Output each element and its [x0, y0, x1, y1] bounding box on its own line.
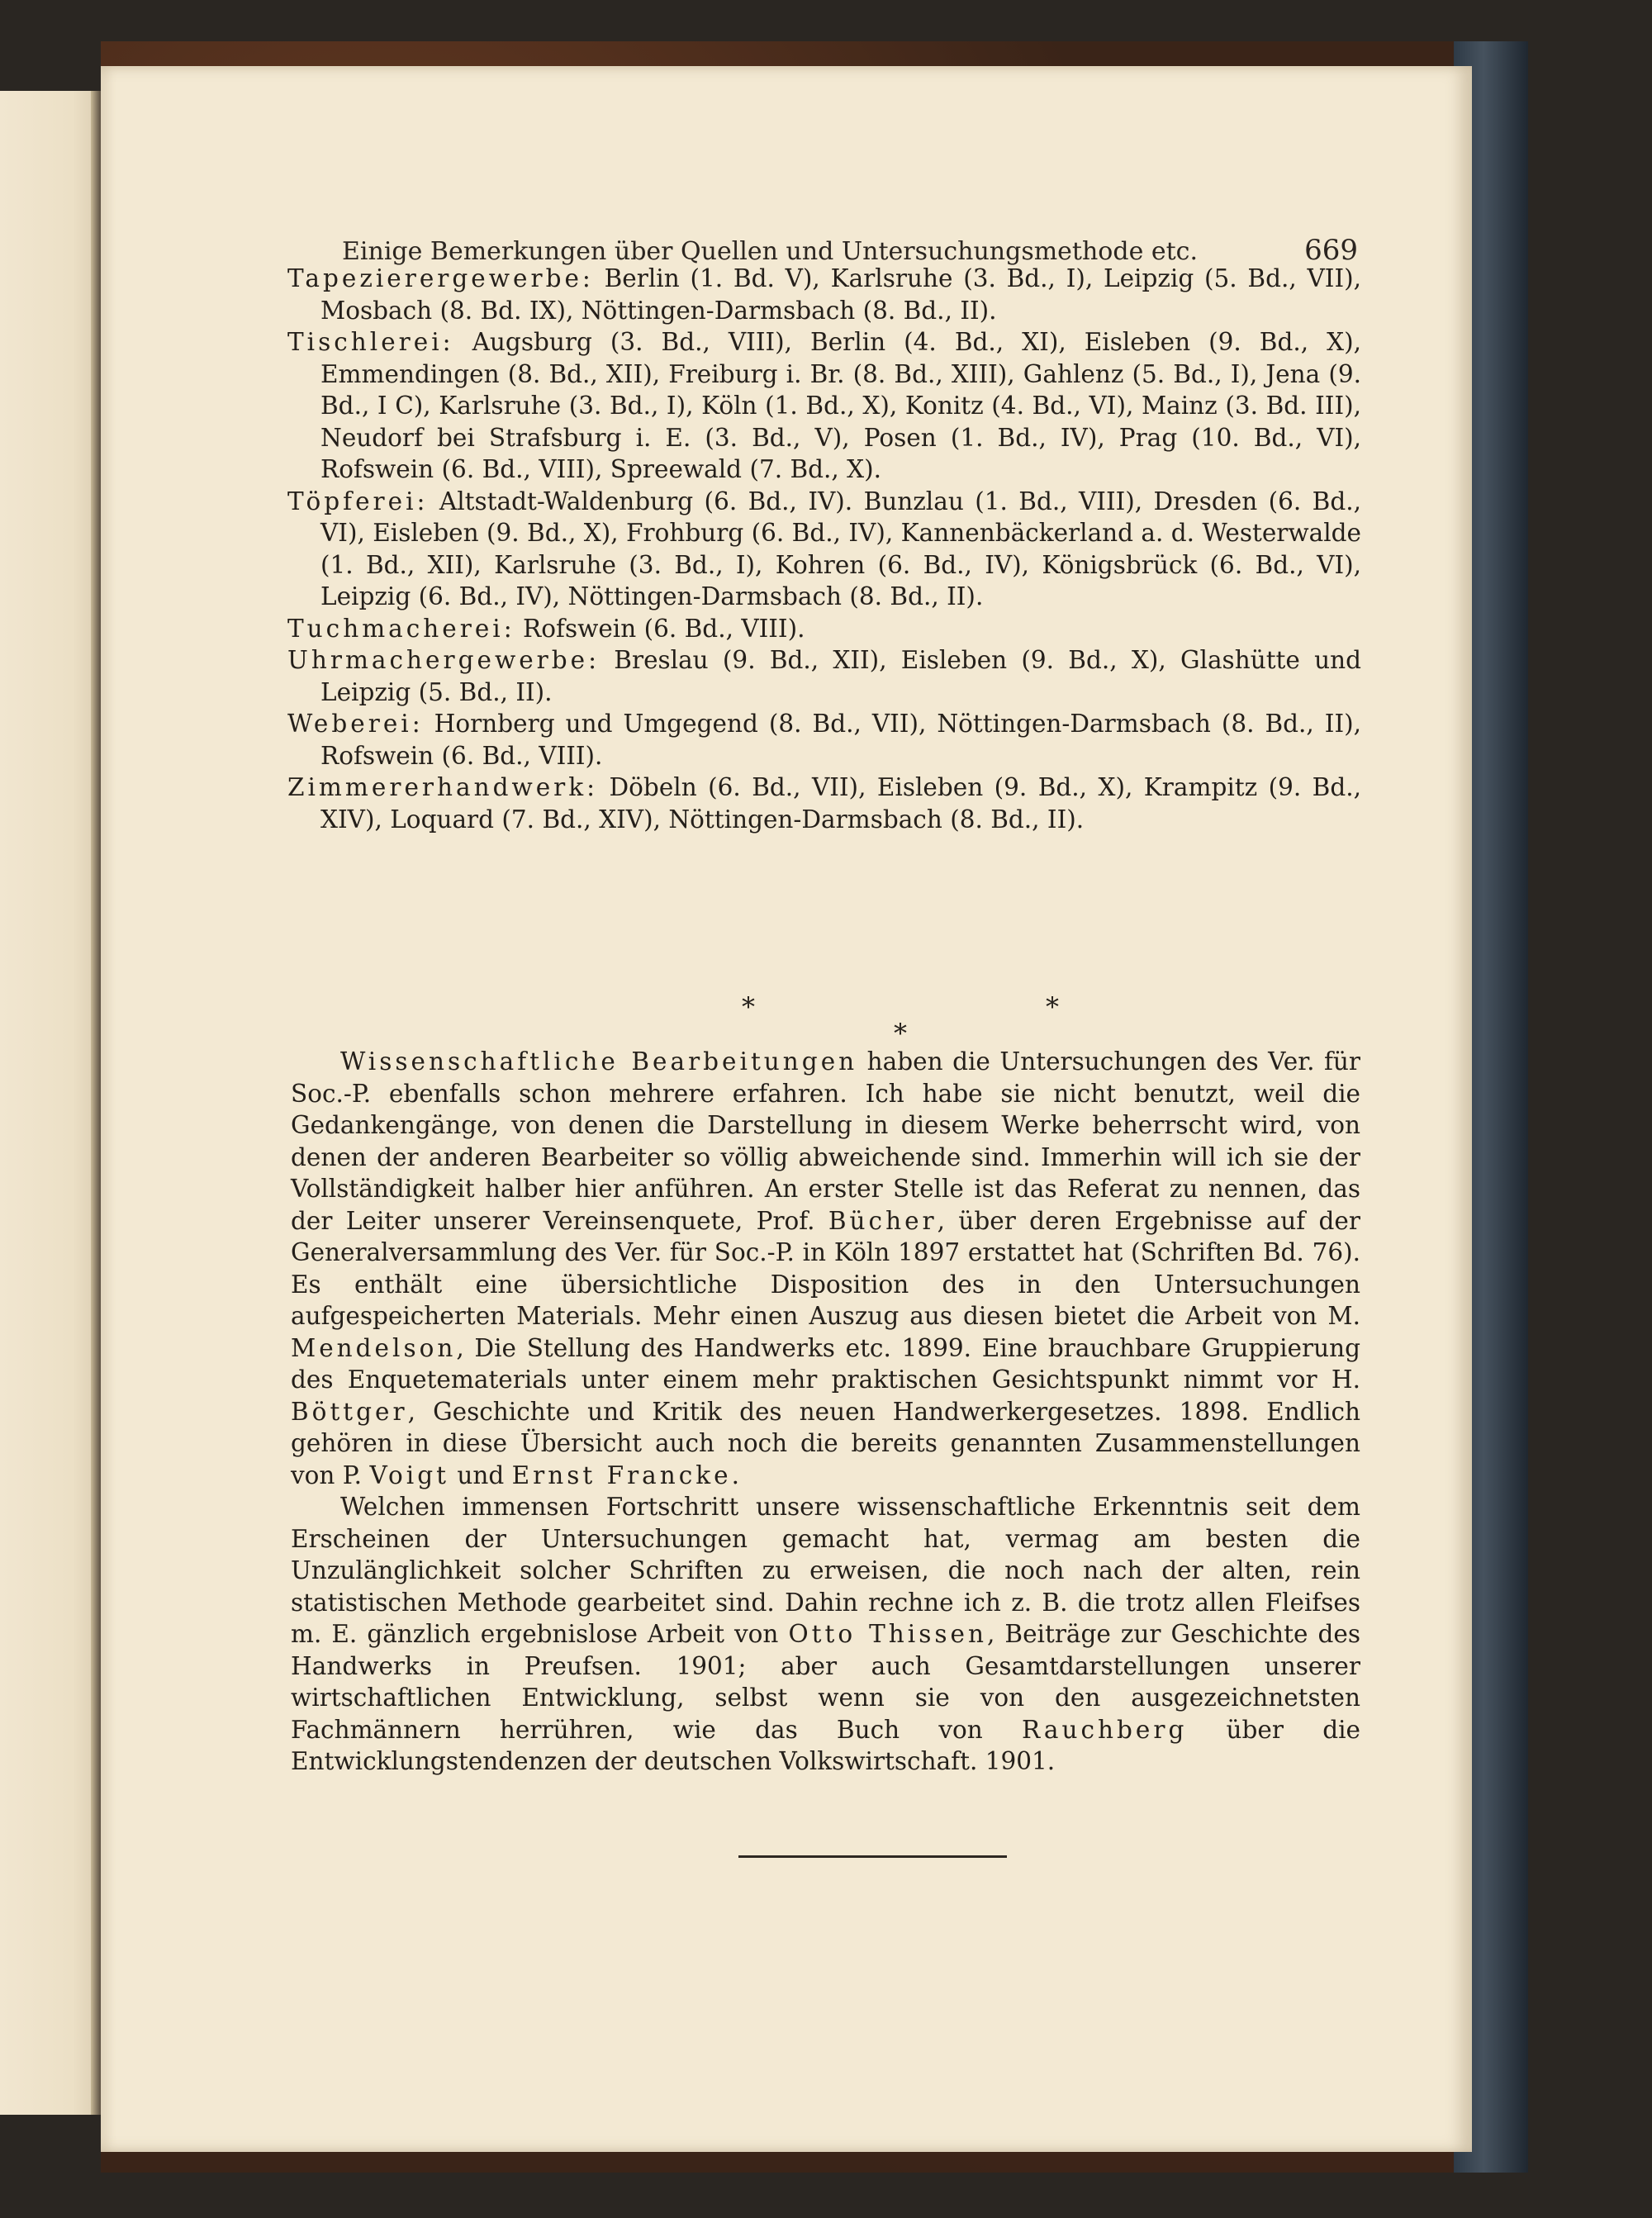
- author-name: Rauchberg: [1022, 1715, 1188, 1744]
- author-name: Voigt: [369, 1460, 449, 1489]
- text-run: .: [731, 1460, 740, 1489]
- index-entry: [287, 326, 1361, 486]
- index-entry: [287, 613, 1361, 645]
- page-number: 669: [1304, 234, 1358, 267]
- trade-name: Uhrmachergewerbe:: [287, 646, 601, 674]
- body-text: [291, 1046, 1360, 1778]
- trade-index: [287, 263, 1361, 835]
- text-run: , über deren Ergebnisse auf der Generalversammlung des Ver. für Soc.-P. in Köln 1897 erstattet hat (Schriften Bd. 76). Es enthält eine übersichtliche Disposition des in den Untersuchungen aufgespeicherten Materials. Mehr einen Auszug aus diesen bietet die Arbeit von M.: [291, 1206, 1360, 1330]
- trade-name: Weberei:: [287, 710, 424, 738]
- paragraph: [291, 1046, 1360, 1491]
- left-page-edge: [0, 91, 103, 2115]
- trade-locations: Altstadt-Waldenburg (6. Bd., IV). Bunzlau (1. Bd., VIII), Dresden (6. Bd., VI), Eisleben (9. Bd., X), Frohburg (6. Bd., IV), Kannenbäckerland a. d. Westerwalde (1. Bd., XII), Karlsruhe (3. Bd., I), Kohren (6. Bd., IV), Königsbrück (6. Bd., VI), Leipzig (6. Bd., IV), Nöttingen-Darmsbach (8. Bd., II).: [320, 487, 1361, 610]
- trade-name: Tischlerei:: [287, 328, 454, 356]
- running-header: [342, 234, 1358, 267]
- index-entry: [287, 644, 1361, 708]
- index-entry: [287, 263, 1361, 326]
- text-run: haben die Untersuchungen des Ver. für Soc.-P. ebenfalls schon mehrere erfahren. Ich habe sie nicht benutzt, weil die Gedankengänge, von denen die Darstellung in diesem Werke beherrscht wird, von denen der anderen Bearbeiter so völlig abweichende sind. Immerhin will ich sie der Vollständigkeit halber hier anführen. An erster Stelle ist das Referat zu nennen, das der Leiter unserer Vereinsenquete, Prof.: [291, 1047, 1360, 1235]
- paragraph: [291, 1491, 1360, 1778]
- text-run: über die Entwicklungstendenzen der deutschen Volkswirtschaft. 1901.: [291, 1715, 1360, 1775]
- trade-locations: Döbeln (6. Bd., VII), Eisleben (9. Bd., X), Krampitz (9. Bd., XIV), Loquard (7. Bd., XIV), Nöttingen-Darmsbach (8. Bd., II).: [320, 773, 1361, 834]
- text-run: und: [449, 1460, 512, 1489]
- trade-locations: Berlin (1. Bd. V), Karlsruhe (3. Bd., I), Leipzig (5. Bd., VII), Mosbach (8. Bd. IX), Nöttingen-Darmsbach (8. Bd., II).: [320, 264, 1361, 325]
- closing-rule: [738, 1855, 1007, 1858]
- book-page: [101, 66, 1472, 2152]
- author-name: Ernst Francke: [511, 1460, 732, 1489]
- author-name: Mendelson: [291, 1333, 457, 1362]
- author-name: Bücher: [828, 1206, 938, 1235]
- trade-locations: Augsburg (3. Bd., VIII), Berlin (4. Bd., XI), Eisleben (9. Bd., X), Emmendingen (8. Bd., XII), Freiburg i. Br. (8. Bd., XIII), Gahlenz (5. Bd., I), Jena (9. Bd., I C), Karlsruhe (3. Bd., I), Köln (1. Bd., X), Konitz (4. Bd., VI), Mainz (3. Bd. III), Neudorf bei Strafsburg i. E. (3. Bd., V), Posen (1. Bd., IV), Prag (10. Bd., VI), Rofswein (6. Bd., VIII), Spreewald (7. Bd., X).: [320, 328, 1361, 483]
- trade-locations: Hornberg und Umgegend (8. Bd., VII), Nöttingen-Darmsbach (8. Bd., II), Rofswein (6. Bd., VIII).: [320, 710, 1361, 770]
- header-title: Einige Bemerkungen über Quellen und Untersuchungsmethode etc.: [342, 237, 1199, 266]
- text-run: , Geschichte und Kritik des neuen Handwerkergesetzes. 1898. Endlich gehören in diese Übersicht auch noch die bereits genannten Zusammenstellungen von P.: [291, 1397, 1360, 1489]
- trade-locations: Rofswein (6. Bd., VIII).: [515, 614, 805, 643]
- author-name: Böttger: [291, 1397, 408, 1426]
- text-run: , Beiträge zur Geschichte des Handwerks in Preufsen. 1901; aber auch Gesamtdarstellungen unserer wirtschaftlichen Entwicklung, selbst wenn sie von den ausgezeichnetsten Fachmännern herrühren, wie das Buch von: [291, 1620, 1361, 1744]
- trade-name: Zimmererhandwerk:: [287, 773, 599, 801]
- trade-locations: Breslau (9. Bd., XII), Eisleben (9. Bd., X), Glashütte und Leipzig (5. Bd., II).: [320, 646, 1361, 706]
- asterism-star: *: [742, 991, 755, 1023]
- author-name: Otto Thissen: [788, 1620, 987, 1648]
- index-entry: [287, 708, 1361, 772]
- asterism-star: *: [1046, 991, 1059, 1023]
- asterism-star: *: [894, 1018, 907, 1049]
- gutter-shadow: [91, 91, 101, 2115]
- emphasis: Wissenschaftliche Bearbeitungen: [340, 1047, 858, 1076]
- index-entry: [287, 486, 1361, 613]
- trade-name: Tapezierergewerbe:: [287, 264, 594, 292]
- index-entry: [287, 772, 1361, 835]
- trade-name: Tuchmacherei:: [287, 614, 515, 643]
- trade-name: Töpferei:: [287, 487, 429, 515]
- text-run: Welchen immensen Fortschritt unsere wissenschaftliche Erkenntnis seit dem Erscheinen der Untersuchungen gemacht hat, vermag am besten die Unzulänglichkeit solcher Schriften zu erweisen, die noch nach der alten, rein statistischen Methode gearbeitet sind. Dahin rechne ich z. B. die trotz allen Fleifses m. E. gänzlich ergebnislose Arbeit von: [291, 1493, 1360, 1648]
- text-run: , Die Stellung des Handwerks etc. 1899. Eine brauchbare Gruppierung des Enquetematerials unter einem mehr praktischen Gesichtspunkt nimmt vor H.: [291, 1333, 1360, 1394]
